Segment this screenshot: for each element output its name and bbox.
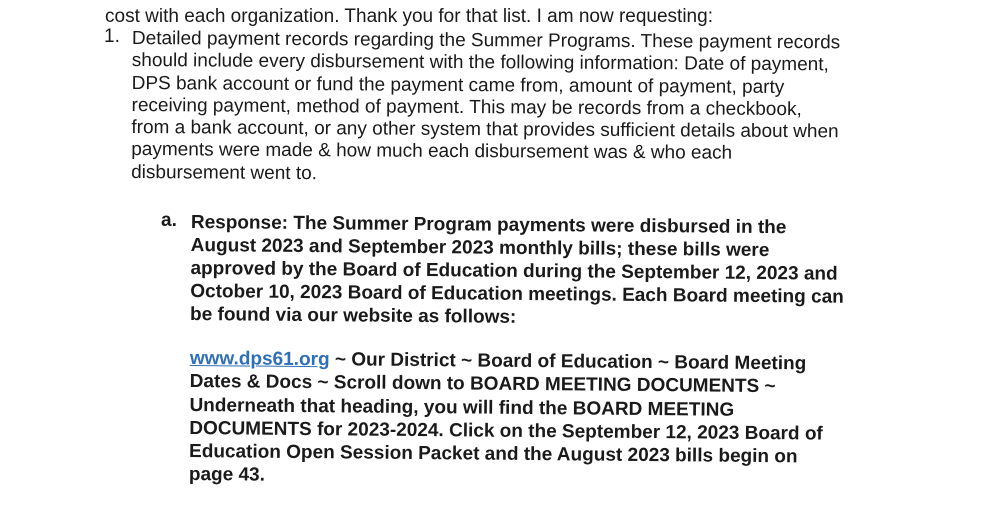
response-line: Response: The Summer Program payments were disbursed in the xyxy=(190,211,787,239)
instruction-line: page 43. xyxy=(188,464,266,487)
response-line: approved by the Board of Education during the September 12, 2023 and xyxy=(190,257,838,285)
website-instructions xyxy=(189,347,890,493)
district-website-link[interactable]: www.dps61.org xyxy=(189,347,330,371)
request-line: receiving payment, method of payment. This may be records from a checkbook, xyxy=(131,94,802,120)
request-line: DPS bank account or fund the payment came from, amount of payment, party xyxy=(131,72,785,98)
intro-line: cost with each organization. Thank you for that list. I am now requesting: xyxy=(105,6,713,27)
request-line: Detailed payment records regarding the Summer Programs. These payment records xyxy=(131,28,841,54)
instruction-line: DOCUMENTS for 2023-2024. Click on the September 12, 2023 Board of xyxy=(189,417,823,445)
request-line: payments were made & how much each disbursement was & who each xyxy=(131,139,733,165)
list-number: 1. xyxy=(104,26,120,47)
request-line: should include every disbursement with the following information: Date of payment, xyxy=(131,50,829,76)
instruction-line: Education Open Session Packet and the August 2023 bills begin on xyxy=(188,441,798,468)
instruction-first-line-rest: ~ Our District ~ Board of Education ~ Board Meeting xyxy=(329,349,807,375)
instruction-line: Dates & Docs ~ Scroll down to BOARD MEETING DOCUMENTS ~ xyxy=(189,371,776,398)
instruction-line: Underneath that heading, you will find the BOARD MEETING xyxy=(189,394,735,421)
response-letter: a. xyxy=(161,210,177,231)
response-line: August 2023 and September 2023 monthly bills; these bills were xyxy=(190,234,770,262)
request-item-text xyxy=(131,28,892,189)
request-line: disbursement went to. xyxy=(131,161,318,184)
response-line: October 10, 2023 Board of Education meetings. Each Board meeting can xyxy=(190,280,844,308)
response-text xyxy=(190,211,891,332)
response-line: be found via our website as follows: xyxy=(190,303,517,328)
request-line: from a bank account, or any other system that provides sufficient details about when xyxy=(131,117,839,143)
